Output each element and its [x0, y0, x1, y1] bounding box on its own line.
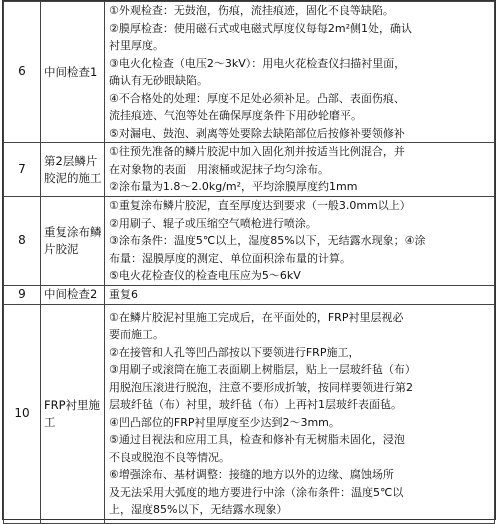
step-description: [105, 2, 495, 143]
description-line: 及无法采用大弧度的地方要进行中涂（涂布条件：温度5℃以: [109, 485, 404, 499]
description-line: ①重复涂布鳞片胶泥，直至厚度达到要求（一般3.0mm以上）: [109, 199, 411, 213]
description-line: ④凹凸部位的FRP衬里厚度至少达到2～3mm。: [109, 415, 340, 429]
description-line: ③涂布条件：温度5℃以上，湿度85%以下，无结露水现象；④涂: [109, 234, 426, 248]
description-line: ②涂布量为1.8～2.0kg/m²，平均涂膜厚度约1mm: [109, 180, 358, 194]
document-page: [2, 0, 496, 520]
description-line: ②膜厚检查：使用磁石式或电磁式厚度仪每每2m²侧1处，确认: [109, 21, 412, 35]
step-name: 第2层鳞片胶泥的施工: [41, 143, 105, 197]
description-line: ②在接管和人孔等凹凸部按以下要领进行FRP施工，: [109, 345, 360, 359]
description-line: ②用刷子、辊子或压缩空气喷枪进行喷涂。: [109, 216, 317, 230]
table-row: [4, 197, 495, 286]
table-row: [4, 304, 495, 523]
description-line: ⑤电火花检查仪的检查电压应为5～6kV: [109, 269, 301, 283]
description-line: ④不合格处的处理：厚度不足处必须补足。凸部、表面伤痕、: [109, 91, 405, 105]
step-description: [105, 286, 495, 305]
table-row: [4, 286, 495, 305]
step-name: 中间检查2: [41, 286, 105, 305]
description-line: ①在鳞片胶泥衬里施工完成后，在平面处的，FRP衬里层视必: [109, 310, 404, 324]
description-line: 不良或脱泡不良等情况。: [109, 450, 230, 464]
description-line: 层玻纤毡（布）衬里，玻纤毡（布）上再衬1层玻纤表面毡。: [109, 398, 402, 411]
step-name: 重复涂布鳞片胶泥: [41, 197, 105, 286]
step-number: 9: [4, 286, 41, 305]
step-number: 6: [4, 2, 41, 143]
description-line: 重复6: [109, 288, 138, 301]
table-row: [4, 143, 495, 197]
step-description: [105, 197, 495, 286]
description-line: ⑤通过目视法和应用工具，检查和修补有无树脂未固化，浸泡: [109, 433, 405, 446]
description-line: ⑥增强涂布、基材调整：接缝的地方以外的边缘、腐蚀场所: [109, 468, 394, 481]
description-line: ③用刷子或滚筒在施工表面刷上树脂层，贴上一层玻纤毡（布）: [109, 363, 416, 376]
description-line: 布量：湿膜厚度的测定、单位面积涂布量的计算。: [109, 251, 351, 265]
description-line: ①外观检查：无鼓泡，伤痕，流挂痕迹，固化不良等缺陷。: [109, 4, 394, 17]
step-name: 中间检查1: [41, 2, 105, 143]
step-number: 8: [4, 197, 41, 286]
table-row: [4, 2, 495, 143]
description-line: ⑤对漏电、鼓泡、剥离等处要除去缺陷部位后按修补要领修补: [109, 126, 405, 140]
description-line: ①往预先准备的鳞片胶泥中加入固化剂并按适当比例混合，并: [109, 145, 405, 159]
step-name: FRP衬里施工: [41, 304, 105, 523]
step-number: 7: [4, 143, 41, 197]
step-description: [105, 143, 495, 197]
description-line: 确认有无砂眼缺陷。: [109, 74, 208, 87]
description-line: 流挂痕迹、气泡等处在确保厚度条件下用砂轮磨平。: [109, 109, 362, 122]
step-number: 10: [4, 304, 41, 523]
description-line: 要而施工。: [109, 328, 164, 341]
description-line: 用脱泡压滚进行脱泡，注意不要形成折皱，按同样要领进行第2: [109, 380, 413, 394]
construction-steps-table: [3, 1, 495, 524]
description-line: ③电火化检查（电压2～3kV）：用电火花检查仪扫描衬里面，: [109, 56, 406, 70]
step-description: [105, 304, 495, 523]
description-line: 衬里厚度。: [109, 39, 164, 52]
description-line: 上，湿度85%以下，无结露水现象）: [109, 503, 288, 516]
description-line: 在对象物的表面 用滚桶或泥抹子均匀涂布。: [109, 162, 329, 176]
